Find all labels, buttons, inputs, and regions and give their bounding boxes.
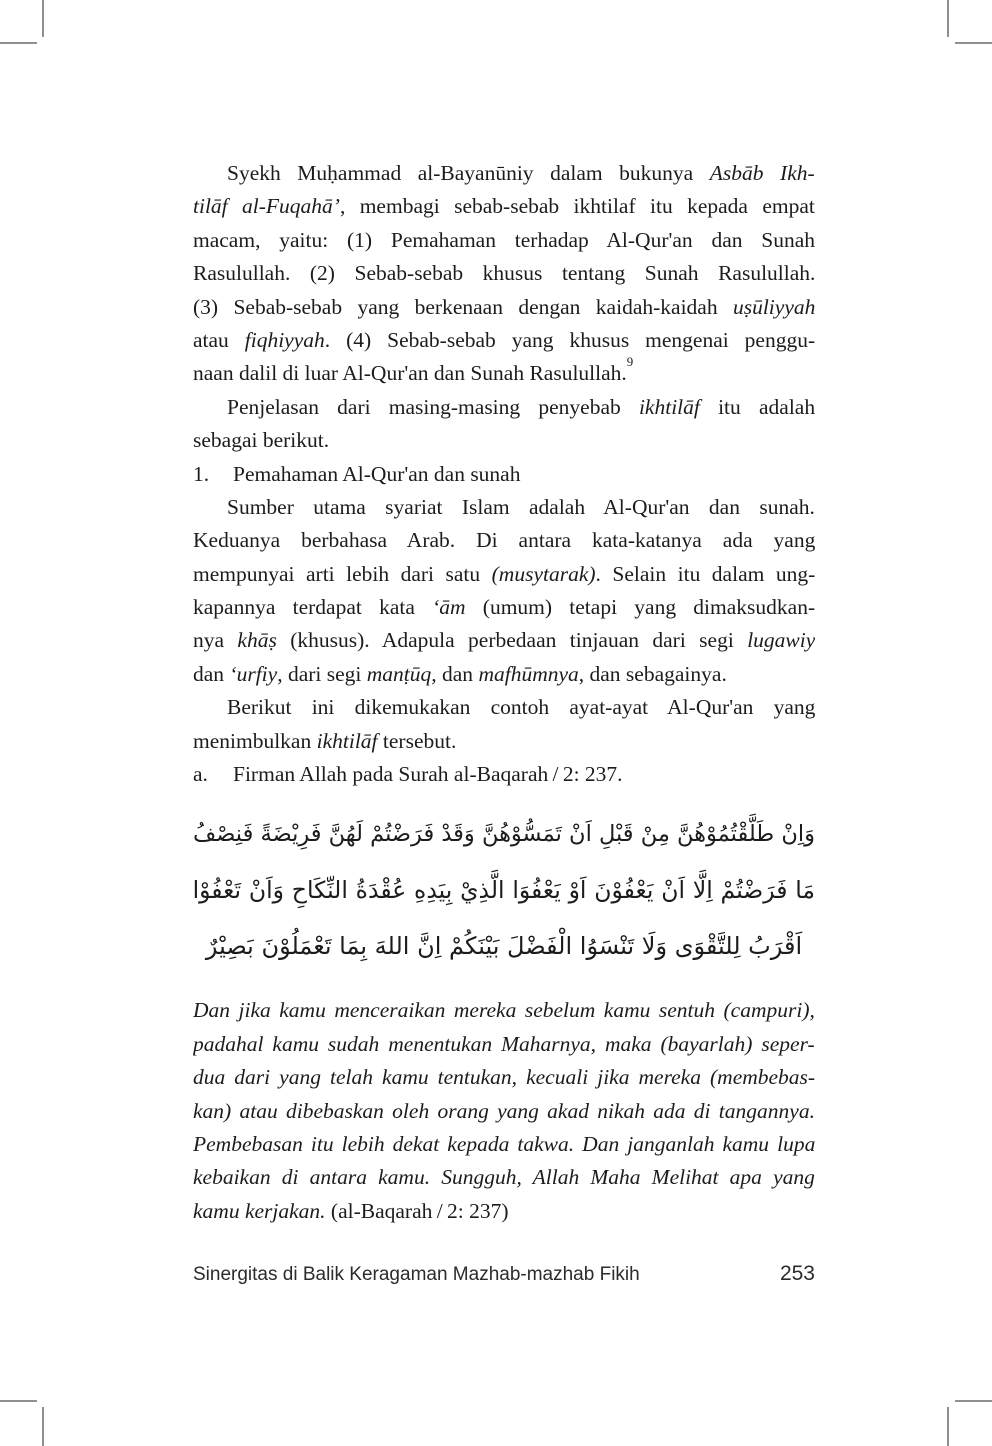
text-line: Pembebasan itu lebih dekat kepada takwa. Dan janganlah kamu lupa xyxy=(193,1131,815,1156)
crop-mark-top-left-horizontal xyxy=(0,42,37,44)
list-item-a xyxy=(193,758,815,791)
crop-mark-bottom-right-vertical xyxy=(947,1407,949,1446)
list-item-text: Pemahaman Al-Qur'an dan sunah xyxy=(233,461,521,486)
paragraph-explanation xyxy=(193,391,815,458)
text-line: Sumber utama syariat Islam adalah Al-Qur'an dan sunah. xyxy=(227,494,815,519)
verse-line-1: وَاِنْ طَلَّقْتُمُوْهُنَّ مِنْ قَبْلِ اَنْ تَمَسُّوْهُنَّ وَقَدْ فَرَضْتُمْ لَهُنَّ فَرِيْضَةً فَنِصْفُ xyxy=(193,821,815,848)
text-line: Syekh Muḥammad al-Bayanūniy dalam bukunya Asbāb Ikh- xyxy=(227,161,815,185)
text-line: atau fiqhiyyah. (4) Sebab-sebab yang khusus mengenai penggu- xyxy=(193,327,815,352)
list-marker: a. xyxy=(193,762,208,787)
text-line: kebaikan di antara kamu. Sungguh, Allah Maha Melihat apa yang xyxy=(193,1165,815,1190)
text-line: Dan jika kamu menceraikan mereka sebelum kamu sentuh (campuri), xyxy=(193,998,815,1023)
text-line: padahal kamu sudah menentukan Maharnya, maka (bayarlah) seper- xyxy=(193,1031,815,1056)
page-footer xyxy=(193,1262,815,1286)
text-line: sebagai berikut. xyxy=(193,428,330,453)
crop-mark-bottom-right-horizontal xyxy=(955,1400,992,1402)
text-line: (3) Sebab-sebab yang berkenaan dengan kaidah-kaidah uṣūliyyah xyxy=(193,294,815,319)
crop-mark-bottom-left-vertical xyxy=(42,1407,44,1446)
quran-verse xyxy=(193,806,815,974)
text-line: kamu kerjakan. (al-Baqarah / 2: 237) xyxy=(193,1198,509,1223)
verse-translation xyxy=(193,994,815,1228)
text-line: naan dalil di luar Al-Qur'an dan Sunah Rasulullah.$^9$ xyxy=(193,357,634,386)
list-marker: 1. xyxy=(193,461,210,486)
text-line: nya khāṣ (khusus). Adapula perbedaan tinjauan dari segi lugawiy xyxy=(193,628,815,653)
text-line: Berikut ini dikemukakan contoh ayat-ayat Al-Qur'an yang xyxy=(227,695,815,720)
text-line: Penjelasan dari masing-masing penyebab ikhtilāf itu adalah xyxy=(227,394,815,419)
text-line: mempunyai arti lebih dari satu (musytarak). Selain itu dalam ung- xyxy=(193,561,815,586)
text-block xyxy=(193,157,815,1228)
paragraph-example-intro xyxy=(193,691,815,758)
paragraph-sources xyxy=(193,491,815,691)
text-line: Rasulullah. (2) Sebab-sebab khusus tentang Sunah Rasulullah. xyxy=(193,261,815,286)
crop-mark-bottom-left-horizontal xyxy=(0,1400,37,1402)
crop-mark-top-right-horizontal xyxy=(955,42,992,44)
list-item-1 xyxy=(193,458,815,491)
paragraph-intro xyxy=(193,157,815,391)
footer-title: Sinergitas di Balik Keragaman Mazhab-mazhab Fikih xyxy=(193,1264,640,1285)
text-line: kan) atau dibebaskan oleh orang yang akad nikah ada di tangannya. xyxy=(193,1098,815,1123)
page-number: 253 xyxy=(779,1262,815,1285)
verse-line-3: اَقْرَبُ لِلتَّقْوَى وَلَا تَنْسَوُا الْفَضْلَ بَيْنَكُمْ اِنَّ اللهَ بِمَا تَعْمَلُوْنَ بَصِيْرٌ xyxy=(205,932,803,961)
crop-mark-top-left-vertical xyxy=(42,0,44,37)
text-line: dua dari yang telah kamu tentukan, kecuali jika mereka (membebas- xyxy=(193,1065,815,1090)
text-line: tilāf al-Fuqahā’, membagi sebab-sebab ikhtilaf itu kepada empat xyxy=(193,194,815,219)
text-line: macam, yaitu: (1) Pemahaman terhadap Al-Qur'an dan Sunah xyxy=(193,227,815,252)
text-line: Keduanya berbahasa Arab. Di antara kata-katanya ada yang xyxy=(193,528,815,553)
text-line: kapannya terdapat kata ‘ām (umum) tetapi yang dimaksudkan- xyxy=(193,595,815,620)
list-item-text: Firman Allah pada Surah al-Baqarah / 2: 237. xyxy=(233,762,623,787)
text-line: menimbulkan ikhtilāf tersebut. xyxy=(193,728,457,753)
text-line: dan ‘urfiy, dari segi manṭūq, dan mafhūmnya, dan sebagainya. xyxy=(193,661,727,686)
verse-line-2: مَا فَرَضْتُمْ اِلَّا اَنْ يَعْفُوْنَ اَوْ يَعْفُوَا الَّذِيْ بِيَدِهِ عُقْدَةُ النِّكَاحِ وَاَنْ تَعْفُوْا xyxy=(193,876,815,905)
crop-mark-top-right-vertical xyxy=(947,0,949,37)
